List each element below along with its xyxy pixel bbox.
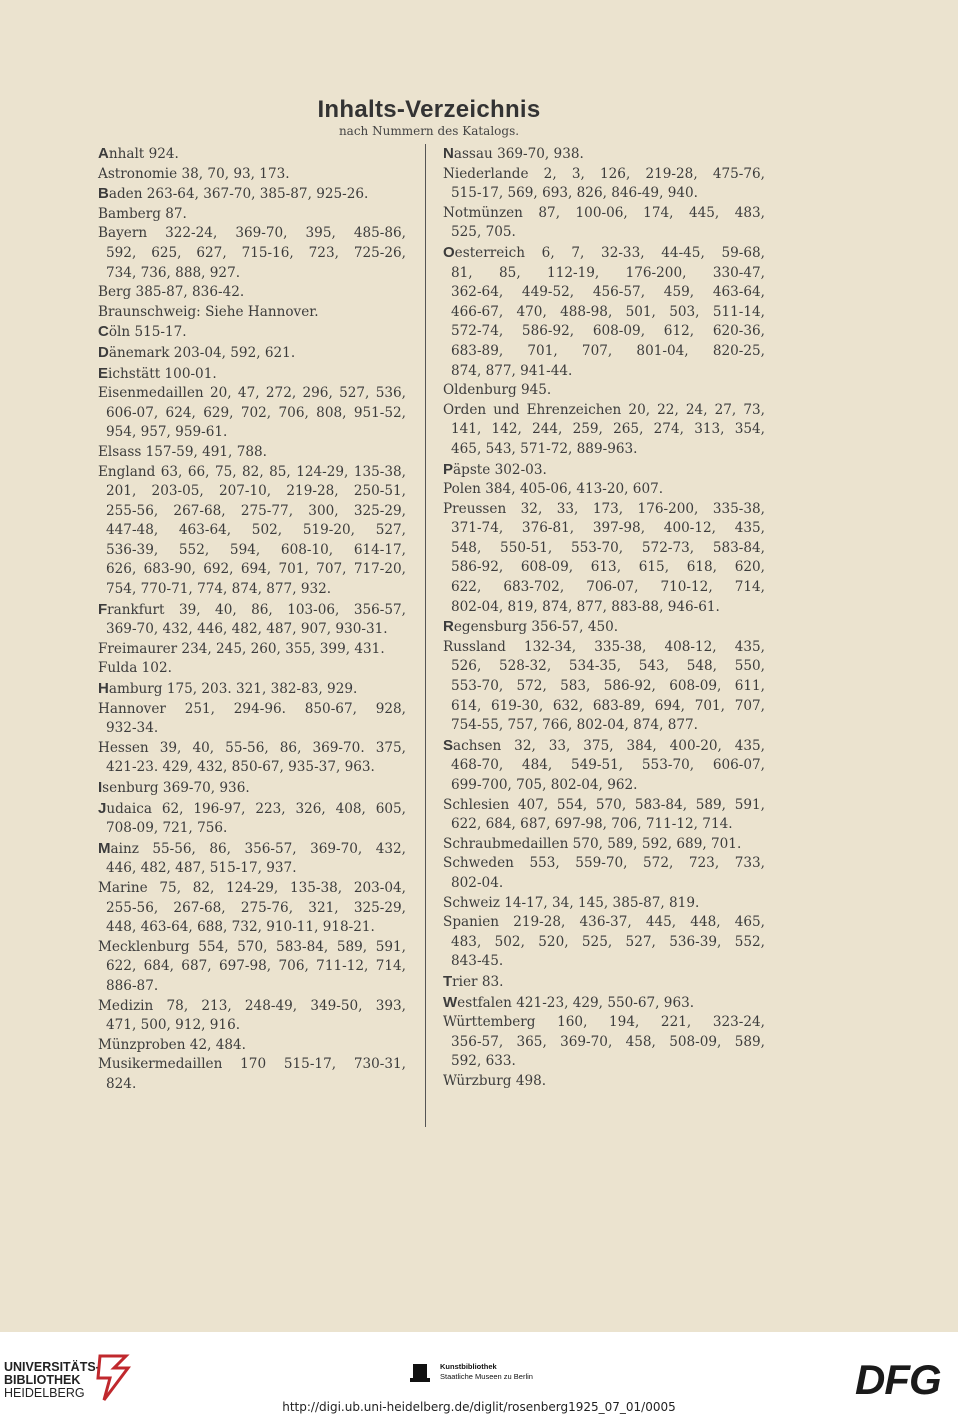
index-entry-line: 421-23. 429, 432, 850-67, 935-37, 963. <box>106 759 375 776</box>
index-entry-line: 483, 502, 520, 525, 527, 536-39, 552, <box>451 933 765 950</box>
index-entry-line: 622, 684, 687, 697-98, 706, 711-12, 714, <box>106 958 406 975</box>
section-initial: R <box>443 618 454 636</box>
index-entry-line: Marine 75, 82, 124-29, 135-38, 203-04, <box>98 879 406 896</box>
index-entry-line: 886-87. <box>106 977 159 994</box>
index-entry <box>98 879 406 938</box>
index-entry-line: 255-56, 267-68, 275-77, 300, 325-29, <box>106 502 406 519</box>
index-entry-line: 255-56, 267-68, 275-76, 321, 325-29, <box>106 899 406 916</box>
uni-line-3: HEIDELBERG <box>4 1386 85 1400</box>
index-entry-line: 614, 619-30, 632, 683-89, 694, 701, 707, <box>451 697 765 714</box>
index-entry-line: Nassau 369-70, 938. <box>443 145 584 162</box>
index-entry <box>98 184 406 205</box>
index-entry-line: Regensburg 356-57, 450. <box>443 618 619 636</box>
index-entry <box>98 659 406 679</box>
index-entry <box>443 500 765 618</box>
index-entry-line: 362-64, 449-52, 456-57, 459, 463-64, <box>451 284 765 301</box>
index-entry-line: Bamberg 87. <box>98 205 187 222</box>
index-entry <box>443 144 765 165</box>
section-initial: C <box>98 323 109 341</box>
page-subtitle: nach Nummern des Katalogs. <box>338 124 520 138</box>
index-entry-line: Schraubmedaillen 570, 589, 592, 689, 701. <box>443 835 742 852</box>
index-entry-line: Spanien 219-28, 436-37, 445, 448, 465, <box>443 914 765 931</box>
index-entry <box>443 894 765 914</box>
index-entry-line: 369-70, 432, 446, 482, 487, 907, 930-31. <box>106 621 388 638</box>
section-initial: O <box>443 243 455 261</box>
index-entry-line: 606-07, 624, 629, 702, 706, 808, 951-52, <box>106 404 406 421</box>
index-entry <box>98 443 406 463</box>
kunstbibliothek-logo-icon <box>410 1362 432 1384</box>
index-entry <box>98 997 406 1036</box>
index-entry <box>98 144 406 165</box>
index-entry-line: Cöln 515-17. <box>98 323 187 341</box>
index-entry <box>98 839 406 879</box>
index-entry-line: Bayern 322-24, 369-70, 395, 485-86, <box>98 225 406 242</box>
section-initial: H <box>98 680 109 698</box>
index-entry-line: 586-92, 608-09, 613, 615, 618, 620, <box>451 559 765 576</box>
index-entry-line: Württemberg 160, 194, 221, 323-24, <box>443 1014 765 1031</box>
index-entry <box>98 303 406 323</box>
index-entry-line: Medizin 78, 213, 248-49, 349-50, 393, <box>98 997 406 1014</box>
section-initial: I <box>98 779 103 796</box>
index-entry <box>443 401 765 460</box>
index-entry-line: Schweiz 14-17, 34, 145, 385-87, 819. <box>443 894 700 911</box>
index-entry-line: 468-70, 484, 549-51, 553-70, 606-07, <box>451 757 765 774</box>
index-entry-line: 802-04. <box>451 874 504 891</box>
index-entry-line: Mecklenburg 554, 570, 583-84, 589, 591, <box>98 938 406 955</box>
index-entry-line: Berg 385-87, 836-42. <box>98 284 245 301</box>
index-entry-line: 932-34. <box>106 720 159 737</box>
index-entry-line: Oesterreich 6, 7, 32-33, 44-45, 59-68, <box>443 243 765 261</box>
index-entry <box>98 799 406 839</box>
uni-line-2: BIBLIOTHEK <box>4 1373 81 1387</box>
section-initial: A <box>98 145 109 162</box>
index-entry-line: 754, 770-71, 774, 874, 877, 932. <box>106 581 332 598</box>
index-entry-line: Schweden 553, 559-70, 572, 723, 733, <box>443 855 765 872</box>
index-entry-line: 548, 550-51, 553-70, 572-73, 583-84, <box>451 539 765 556</box>
index-entry <box>443 243 765 381</box>
index-entry <box>98 938 406 997</box>
index-entry-line: Notmünzen 87, 100-06, 174, 445, 483, <box>443 204 765 221</box>
section-initial: F <box>98 600 108 618</box>
index-entry <box>98 679 406 700</box>
index-entry-line: Hessen 39, 40, 55-56, 86, 369-70. 375, <box>98 739 406 756</box>
index-entry-line: Würzburg 498. <box>443 1072 547 1089</box>
index-entry <box>98 640 406 660</box>
index-entry <box>98 1036 406 1056</box>
index-entry <box>443 913 765 972</box>
index-entry-line: Judaica 62, 196-97, 223, 326, 408, 605, <box>98 799 406 817</box>
index-entry-line: Orden und Ehrenzeichen 20, 22, 24, 27, 73, <box>443 401 765 418</box>
index-entry-line: Polen 384, 405-06, 413-20, 607. <box>443 481 664 498</box>
section-initial: P <box>443 460 454 478</box>
section-initial: M <box>98 839 111 857</box>
index-entry <box>443 617 765 638</box>
index-entry-line: Musikermedaillen 170 515-17, 730-31, <box>98 1056 406 1073</box>
index-entry-line: 525, 705. <box>451 224 516 241</box>
index-entry <box>98 1055 406 1094</box>
index-column-right <box>443 144 765 1092</box>
index-entry-line: 592, 625, 627, 715-16, 723, 725-26, <box>106 244 406 261</box>
index-entry-line: 734, 736, 888, 927. <box>106 264 241 281</box>
section-initial: T <box>443 972 453 990</box>
section-initial: D <box>98 343 109 361</box>
index-entry-line: 622, 684, 687, 697-98, 706, 711-12, 714. <box>451 816 733 833</box>
index-entry-line: Preussen 32, 33, 173, 176-200, 335-38, <box>443 500 765 517</box>
section-initial: B <box>98 185 109 203</box>
index-entry-line: 572-74, 586-92, 608-09, 612, 620-36, <box>451 323 765 340</box>
index-entry-line: 515-17, 569, 693, 826, 846-49, 940. <box>451 185 698 202</box>
index-column-left <box>98 144 406 1095</box>
index-entry-line: 553-70, 572, 583, 586-92, 608-09, 611, <box>451 678 765 695</box>
index-entry <box>98 463 406 600</box>
index-entry <box>98 739 406 778</box>
index-entry-line: 448, 463-64, 688, 732, 910-11, 918-21. <box>106 919 375 936</box>
index-entry-line: Frankfurt 39, 40, 86, 103-06, 356-57, <box>98 600 406 618</box>
column-divider <box>425 144 426 1127</box>
index-entry-line: Schlesien 407, 554, 570, 583-84, 589, 591, <box>443 796 765 813</box>
index-entry <box>443 972 765 993</box>
section-initial: S <box>443 736 454 754</box>
index-entry-line: 141, 142, 244, 259, 265, 274, 313, 354, <box>451 421 765 438</box>
index-entry-line: 754-55, 757, 766, 802-04, 874, 877. <box>451 717 698 734</box>
index-entry-line: 874, 877, 941-44. <box>451 362 573 379</box>
index-entry-line: 626, 683-90, 692, 694, 701, 707, 717-20, <box>106 561 406 578</box>
section-initial: J <box>98 799 107 817</box>
index-entry-line: Isenburg 369-70, 936. <box>98 779 250 796</box>
index-entry <box>98 343 406 364</box>
index-entry-line: Eichstätt 100-01. <box>98 364 217 382</box>
index-entry <box>98 165 406 185</box>
index-entry-line: 371-74, 376-81, 397-98, 400-12, 435, <box>451 520 765 537</box>
index-entry <box>443 480 765 500</box>
university-library-emblem-icon <box>94 1350 134 1406</box>
index-entry <box>443 993 765 1014</box>
index-entry-line: 954, 957, 959-61. <box>106 424 228 441</box>
index-entry-line: Päpste 302-03. <box>443 460 547 478</box>
kb-line-2: Staatliche Museen zu Berlin <box>440 1372 533 1381</box>
index-entry-line: Münzproben 42, 484. <box>98 1036 247 1053</box>
index-entry-line: 526, 528-32, 534-35, 543, 548, 550, <box>451 658 765 675</box>
index-entry-line: England 63, 66, 75, 82, 85, 124-29, 135-38, <box>98 463 406 480</box>
index-entry <box>443 638 765 736</box>
page-title: Inhalts-Verzeichnis <box>317 96 541 123</box>
index-entry-line: 447-48, 463-64, 502, 519-20, 527, <box>106 522 406 539</box>
index-entry <box>98 364 406 385</box>
index-entry-line: Freimaurer 234, 245, 260, 355, 399, 431. <box>98 640 385 657</box>
section-initial: E <box>98 364 109 382</box>
index-entry <box>98 778 406 799</box>
index-entry-line: 466-67, 470, 488-98, 501, 503, 511-14, <box>451 303 765 320</box>
source-url[interactable]: http://digi.ub.uni-heidelberg.de/diglit/rosenberg1925_07_01/0005 <box>282 1400 676 1414</box>
index-entry <box>98 283 406 303</box>
index-entry-line: 465, 543, 571-72, 889-963. <box>451 440 638 457</box>
index-entry-line: Oldenburg 945. <box>443 382 552 399</box>
dfg-logo: DFG <box>855 1356 941 1403</box>
index-entry <box>443 854 765 893</box>
index-entry <box>443 1072 765 1092</box>
index-entry-line: 471, 500, 912, 916. <box>106 1017 241 1034</box>
university-library-logo-text <box>4 1361 100 1400</box>
index-entry <box>98 205 406 225</box>
index-entry-line: 802-04, 819, 874, 877, 883-88, 946-61. <box>451 598 720 615</box>
index-entry <box>443 381 765 401</box>
index-entry-line: Hamburg 175, 203. 321, 382-83, 929. <box>98 680 358 698</box>
section-initial: N <box>443 145 454 162</box>
index-entry-line: Baden 263-64, 367-70, 385-87, 925-26. <box>98 185 369 203</box>
index-entry-line: 699-700, 705, 802-04, 962. <box>451 777 638 793</box>
index-entry-line: Hannover 251, 294-96. 850-67, 928, <box>98 700 406 717</box>
index-entry-line: 708-09, 721, 756. <box>106 820 228 837</box>
index-entry-line: 536-39, 552, 594, 608-10, 614-17, <box>106 541 406 558</box>
index-entry-line: Niederlande 2, 3, 126, 219-28, 475-76, <box>443 165 765 182</box>
index-entry-line: Anhalt 924. <box>98 145 179 162</box>
index-entry <box>443 204 765 243</box>
index-entry <box>443 796 765 835</box>
index-entry <box>443 835 765 855</box>
index-entry <box>98 384 406 443</box>
index-entry-line: Dänemark 203-04, 592, 621. <box>98 343 296 361</box>
index-entry-line: Sachsen 32, 33, 375, 384, 400-20, 435, <box>443 736 765 754</box>
uni-line-1: UNIVERSITÄTS- <box>4 1360 100 1374</box>
index-entry-line: 446, 482, 487, 515-17, 937. <box>106 860 297 877</box>
section-initial: W <box>443 993 458 1011</box>
index-entry-line: 201, 203-05, 207-10, 219-28, 250-51, <box>106 483 406 500</box>
index-entry-line: 356-57, 365, 369-70, 458, 508-09, 589, <box>451 1033 765 1050</box>
index-entry <box>443 165 765 204</box>
index-entry-line: Russland 132-34, 335-38, 408-12, 435, <box>443 638 765 655</box>
index-entry <box>443 1013 765 1072</box>
index-entry-line: 592, 633. <box>451 1053 516 1070</box>
index-entry <box>98 600 406 640</box>
index-entry <box>98 700 406 739</box>
kunstbibliothek-label <box>440 1362 533 1382</box>
index-entry-line: 683-89, 701, 707, 801-04, 820-25, <box>451 342 765 359</box>
index-entry-line: Westfalen 421-23, 429, 550-67, 963. <box>443 993 695 1011</box>
index-entry <box>443 460 765 481</box>
index-entry-line: Fulda 102. <box>98 660 172 677</box>
index-entry <box>98 322 406 343</box>
index-entry-line: 81, 85, 112-19, 176-200, 330-47, <box>451 264 765 281</box>
index-entry-line: 824. <box>106 1075 137 1092</box>
index-entry-line: Elsass 157-59, 491, 788. <box>98 443 267 460</box>
index-entry-line: Trier 83. <box>443 972 504 990</box>
index-entry <box>443 736 765 796</box>
index-entry-line: Astronomie 38, 70, 93, 173. <box>98 165 290 182</box>
index-entry-line: 622, 683-702, 706-07, 710-12, 714, <box>451 579 765 596</box>
index-entry-line: Braunschweig: Siehe Hannover. <box>98 303 319 320</box>
index-entry <box>98 224 406 283</box>
index-entry-line: 843-45. <box>451 953 504 970</box>
kb-line-1: Kunstbibliothek <box>440 1362 497 1371</box>
index-entry-line: Mainz 55-56, 86, 356-57, 369-70, 432, <box>98 839 406 857</box>
index-entry-line: Eisenmedaillen 20, 47, 272, 296, 527, 536, <box>98 385 406 402</box>
